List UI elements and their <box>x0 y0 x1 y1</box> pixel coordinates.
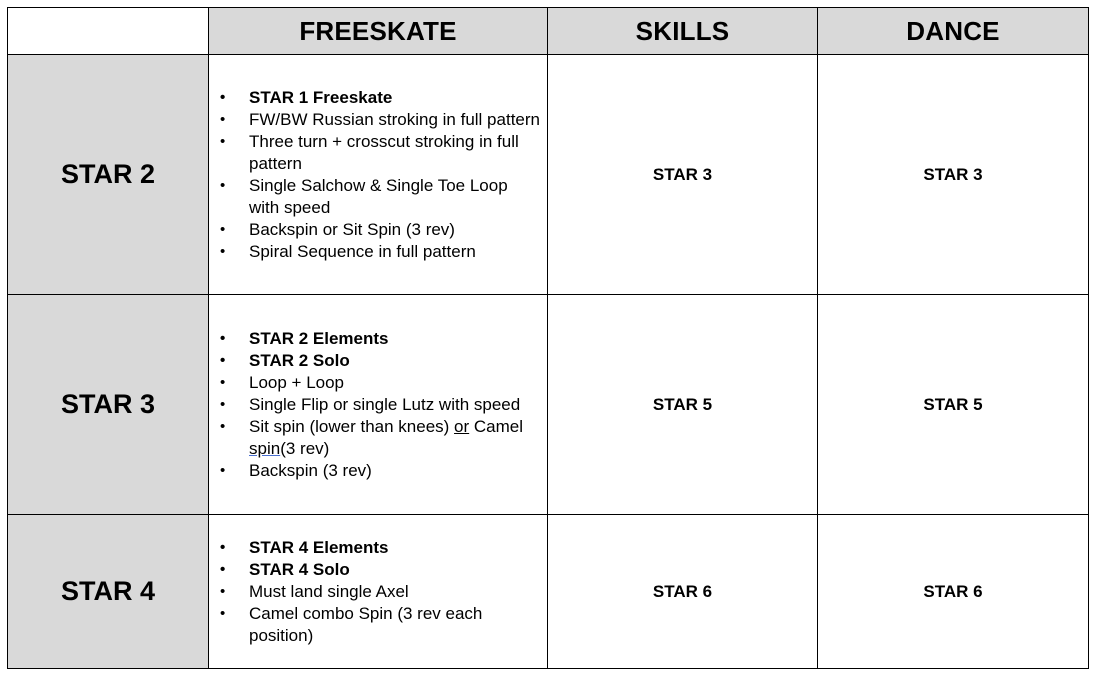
freeskate-cell <box>209 515 548 669</box>
skills-level-cell: STAR 6 <box>548 515 818 669</box>
row-header: STAR 2 <box>8 55 209 295</box>
column-header-skills: SKILLS <box>548 8 818 55</box>
list-item-text: Sit spin (lower than knees) <box>249 416 455 436</box>
dance-level-cell: STAR 5 <box>818 295 1089 515</box>
list-item: • Three turn + crosscut stroking in full pattern <box>219 131 541 175</box>
header-row <box>8 8 1089 55</box>
underlined-or: or <box>454 416 470 436</box>
freeskate-list <box>219 87 541 263</box>
list-item <box>219 416 541 460</box>
table-row <box>8 55 1089 295</box>
column-header-freeskate: FREESKATE <box>209 8 548 55</box>
list-item: • Single Salchow & Single Toe Loop with speed <box>219 175 541 219</box>
corner-cell <box>8 8 209 55</box>
list-item: • FW/BW Russian stroking in full pattern <box>219 109 541 131</box>
freeskate-list <box>219 537 541 647</box>
list-item: • Camel combo Spin (3 rev each position) <box>219 603 541 647</box>
freeskate-cell <box>209 55 548 295</box>
document-sheet <box>7 7 1088 668</box>
list-item: • Single Flip or single Lutz with speed <box>219 394 541 416</box>
table-row <box>8 295 1089 515</box>
list-item: • STAR 1 Freeskate <box>219 87 541 109</box>
table-row <box>8 515 1089 669</box>
dance-level-cell: STAR 3 <box>818 55 1089 295</box>
skills-level-cell: STAR 5 <box>548 295 818 515</box>
list-item-text: (3 rev) <box>280 438 330 458</box>
list-item: • Backspin or Sit Spin (3 rev) <box>219 219 541 241</box>
row-header: STAR 4 <box>8 515 209 669</box>
list-item: • STAR 4 Solo <box>219 559 541 581</box>
list-item: • Loop + Loop <box>219 372 541 394</box>
list-item-text: Camel <box>469 416 524 436</box>
dance-level-cell: STAR 6 <box>818 515 1089 669</box>
list-item: • STAR 2 Elements <box>219 328 541 350</box>
star-levels-table <box>7 7 1089 669</box>
list-item: • Must land single Axel <box>219 581 541 603</box>
column-header-dance: DANCE <box>818 8 1089 55</box>
list-item: • Backspin (3 rev) <box>219 460 541 482</box>
row-header: STAR 3 <box>8 295 209 515</box>
list-item: • STAR 4 Elements <box>219 537 541 559</box>
freeskate-cell <box>209 295 548 515</box>
list-item: • STAR 2 Solo <box>219 350 541 372</box>
skills-level-cell: STAR 3 <box>548 55 818 295</box>
freeskate-list <box>219 328 541 482</box>
spell-flagged-word: spin <box>249 438 281 458</box>
list-item: • Spiral Sequence in full pattern <box>219 241 541 263</box>
